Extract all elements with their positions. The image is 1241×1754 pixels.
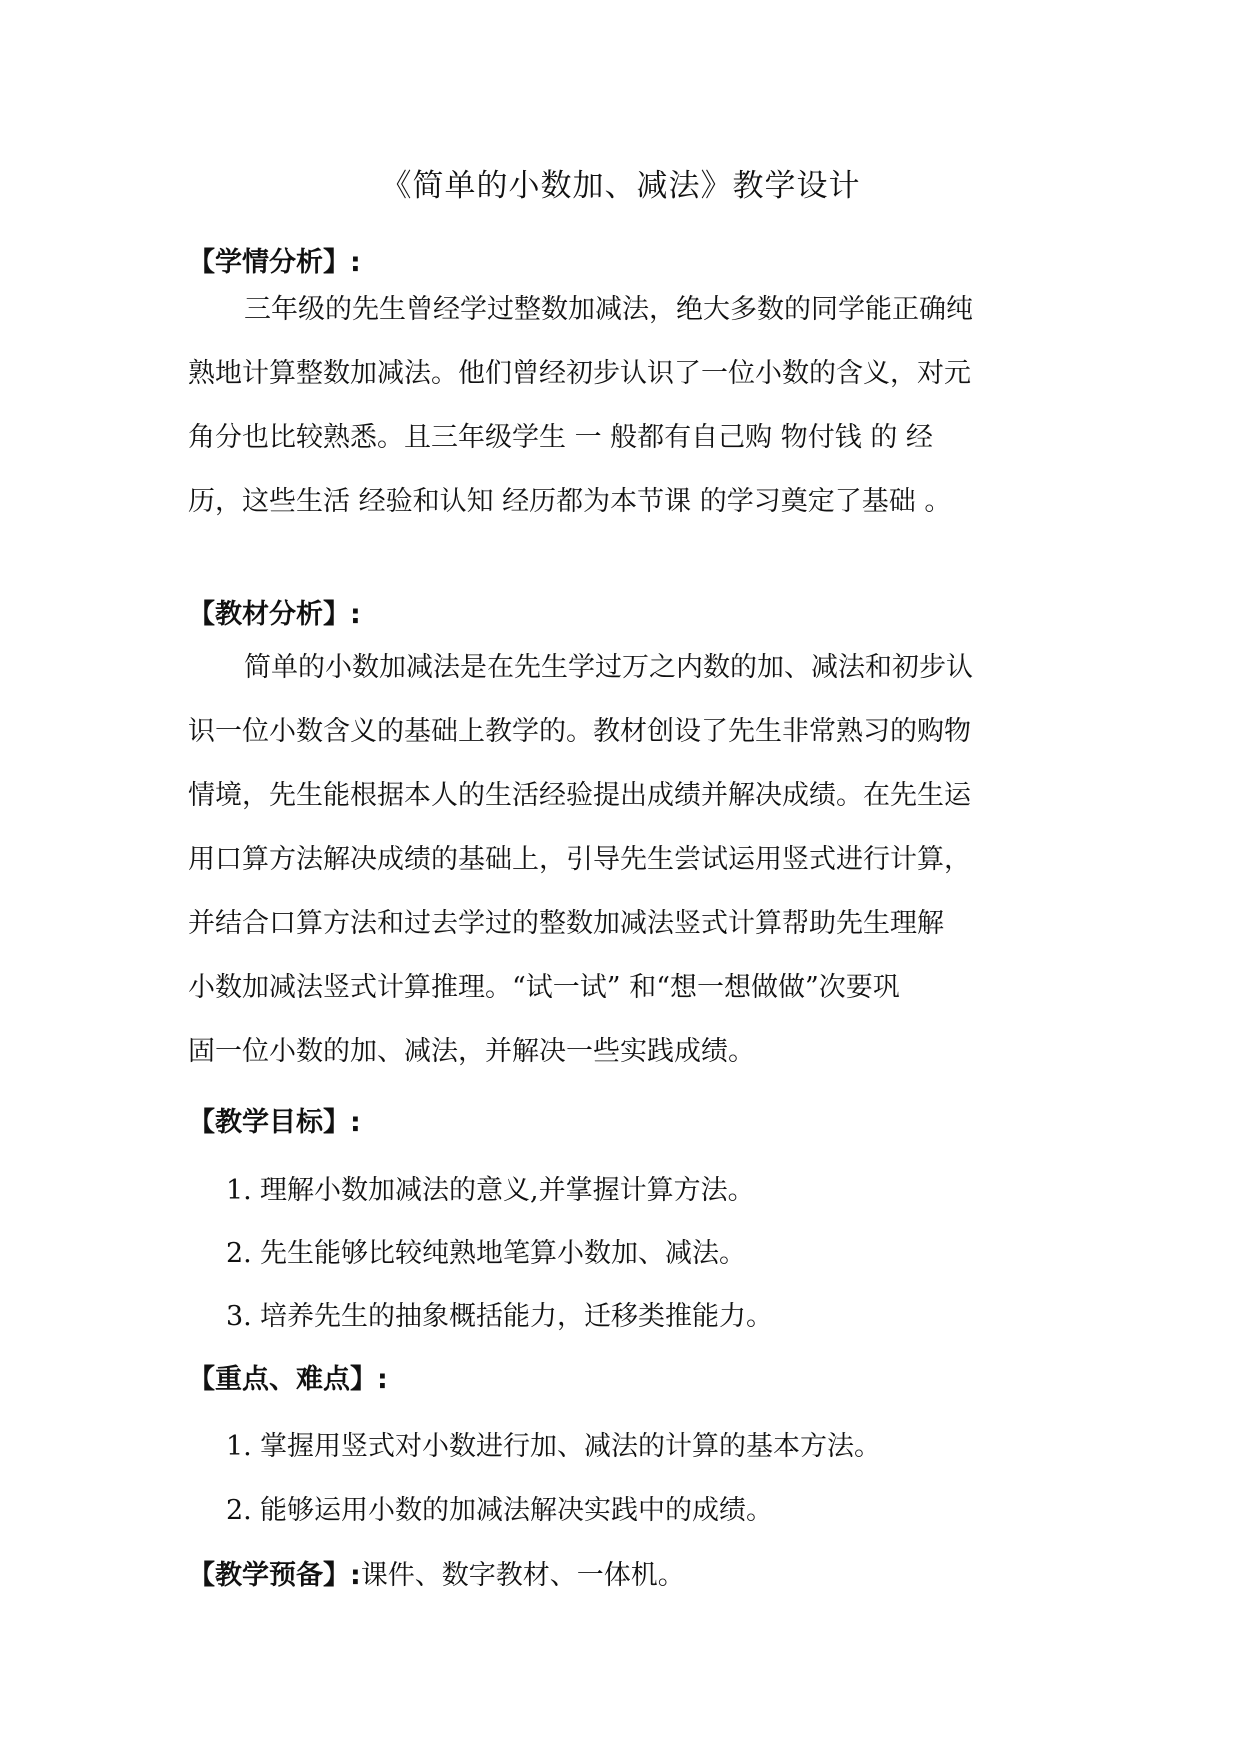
list-item <box>226 1424 881 1463</box>
paragraph-line: 小数加减法竖式计算推理。“试一试” 和“想一想做做”次要巩 <box>188 972 900 1003</box>
list-item <box>226 1168 755 1207</box>
list-item-number: 3. <box>226 1301 252 1332</box>
document-title: 《简单的小数加、减法》教学设计 <box>380 168 861 204</box>
list-item-number: 2. <box>226 1495 252 1526</box>
list-item-text: 掌握用竖式对小数进行加、减法的计算的基本方法。 <box>260 1431 881 1462</box>
paragraph-line: 用口算方法解决成绩的基础上，引导先生尝试运用竖式进行计算， <box>188 844 971 875</box>
paragraph-line: 熟地计算整数加减法。他们曾经初步认识了一位小数的含义，对元 <box>188 358 971 389</box>
paragraph-line: 历，这些生活 经验和认知 经历都为本节课 的学习奠定了基础 。 <box>188 486 952 517</box>
list-item-number: 2. <box>226 1238 252 1269</box>
paragraph-line: 并结合口算方法和过去学过的整数加减法竖式计算帮助先生理解 <box>188 908 944 939</box>
list-item-text: 培养先生的抽象概括能力，迁移类推能力。 <box>260 1301 773 1332</box>
heading-teaching-goals: 【教学目标】: <box>188 1107 361 1138</box>
list-item-number: 1. <box>226 1431 252 1462</box>
list-item <box>226 1231 746 1270</box>
preparation-line <box>188 1553 685 1592</box>
list-item-text: 先生能够比较纯熟地笔算小数加、减法。 <box>260 1238 746 1269</box>
paragraph-line: 三年级的先生曾经学过整数加减法，绝大多数的同学能正确纯 <box>244 294 973 325</box>
list-item <box>226 1488 773 1527</box>
paragraph-line: 识一位小数含义的基础上教学的。教材创设了先生非常熟习的购物 <box>188 716 971 747</box>
preparation-text: 课件、数字教材、一体机。 <box>360 1560 685 1591</box>
list-item-text: 能够运用小数的加减法解决实践中的成绩。 <box>260 1495 773 1526</box>
heading-key-points: 【重点、难点】: <box>188 1364 388 1395</box>
paragraph-line: 角分也比较熟悉。且三年级学生 一 般都有自己购 物付钱 的 经 <box>188 422 933 453</box>
list-item-text: 理解小数加减法的意义,并掌握计算方法。 <box>260 1175 755 1206</box>
paragraph-line: 固一位小数的加、减法，并解决一些实践成绩。 <box>188 1036 755 1067</box>
heading-student-analysis: 【学情分析】: <box>188 247 361 278</box>
paragraph-material-analysis <box>188 636 1068 1084</box>
heading-material-analysis: 【教材分析】: <box>188 599 361 630</box>
paragraph-line: 简单的小数加减法是在先生学过万之内数的加、减法和初步认 <box>244 652 973 683</box>
paragraph-line: 情境，先生能根据本人的生活经验提出成绩并解决成绩。在先生运 <box>188 780 971 811</box>
paragraph-student-analysis <box>188 278 1068 534</box>
heading-preparation: 【教学预备】: <box>188 1560 361 1591</box>
list-item-number: 1. <box>226 1175 252 1206</box>
list-item <box>226 1294 773 1333</box>
